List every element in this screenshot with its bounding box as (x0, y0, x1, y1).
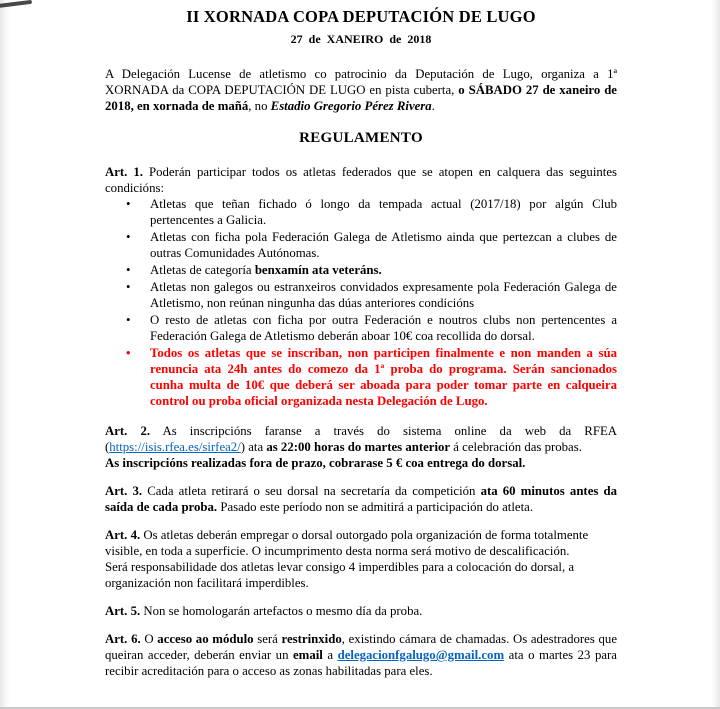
article-5-text: Non se homologarán artefactos o mesmo día da proba. (140, 604, 423, 618)
article-2 (105, 423, 617, 471)
article-3-label: Art. 3. (105, 484, 143, 498)
article-2-text-2: ) ata (240, 440, 267, 454)
article-3-text-2: Pasado este período non se admitirá a participación do atleta. (217, 500, 534, 514)
bullet-text: Atletas con ficha pola Federación Galega de Atletismo ainda que pertezcan a clubes de outras Comunidades Autónomas. (150, 230, 617, 260)
article-6 (105, 631, 617, 679)
intro-paragraph (105, 66, 617, 114)
article-1 (105, 164, 617, 196)
article-4 (105, 527, 617, 591)
intro-bold-date: o SÁBADO 27 de xaneiro de 2018, en xornada de mañá (105, 83, 617, 113)
bullet-icon: • (126, 230, 131, 244)
bullet-icon: • (126, 280, 131, 294)
list-item-1 (105, 196, 617, 228)
page-edge-right (711, 0, 720, 709)
bullet-icon: • (126, 346, 131, 360)
article-2-text-3: á celebración das probas. (450, 440, 582, 454)
intro-period: . (431, 99, 435, 113)
article-2-late-fee: As inscripcións realizadas fora de prazo, cobrarase 5 € coa entrega do dorsal. (105, 456, 526, 470)
intro-text: A Delegación Lucense de atletismo co patrocinio da Deputación de Lugo, organiza a 1ª XORNADA da COPA DEPUTACIÓN DE LUGO en pista cuberta, (105, 67, 617, 97)
article-6-text-3: , existindo cámara de chamadas. Os adestradores que queiran acceder, deberán enviar un (105, 632, 617, 662)
article-4-text-2: Será responsabilidade dos atletas levar consigo 4 imperdibles para a colocación do dorsal, a organización non facilitará imperdibles. (105, 560, 575, 590)
article-6-text-5: ata o martes 23 para recibir acreditación para o acceso as zonas habilitadas para eles. (105, 648, 617, 678)
article-5 (105, 603, 617, 619)
bullet-text: Atletas non galegos ou estranxeiros convidados expresamente pola Federación Galega de Atletismo, non reúnan ningunha das dúas anteriores condicións (150, 280, 617, 310)
bullet-text-bold: benxamín ata veteráns. (254, 263, 382, 277)
article-2-label: Art. 2. (105, 424, 151, 438)
article-6-text: O (140, 632, 158, 646)
document-content (105, 7, 617, 679)
bullet-text: O resto de atletas con ficha por outra Federación e noutros clubs non pertencentes a Federación Galega de Atletismo deberán aboar 10€ coa recollida do dorsal. (150, 313, 617, 343)
conditions-list (105, 196, 617, 409)
section-heading: REGULAMENTO (299, 130, 423, 146)
list-item-5 (105, 312, 617, 344)
article-4-text: Os atletas deberán empregar o dorsal outorgado pola organización de forma totalmente visible, en toda a superficie. O incumprimento desta norma será motivo de descalificación. (105, 528, 589, 558)
list-item-4 (105, 279, 617, 311)
list-item-3 (105, 262, 617, 278)
article-2-deadline: as 22:00 horas do martes anterior (266, 440, 451, 454)
article-6-text-4: a (322, 648, 338, 662)
article-6-text-2: será (253, 632, 282, 646)
bullet-icon: • (126, 197, 131, 211)
rfea-inscription-link[interactable]: https://isis.rfea.es/sirfea2/ (109, 440, 241, 454)
article-3 (105, 483, 617, 515)
article-4-label: Art. 4. (105, 528, 141, 542)
document-date: 27 de XANEIRO de 2018 (290, 32, 432, 46)
article-6-email-word: email (293, 648, 323, 662)
intro-text-2: , no (248, 99, 271, 113)
article-2-text: As inscripcións faranse a través do sistema online da web da RFEA ( (105, 424, 617, 454)
bullet-text: Atletas de categoría (150, 263, 255, 277)
warning-text: Todos os atletas que se inscriban, non participen finalmente e non manden a súa renuncia ata 24h antes do comezo da 1ª proba do programa. Serán sancionados cunha multa de 10€ que deberá ser aboada para poder tomar parte en calqueira control ou proba oficial organizada nesta Delegación de Lugo. (150, 346, 617, 408)
bullet-icon: • (126, 313, 131, 327)
article-3-text: Cada atleta retirará o seu dorsal na secretaría da competición (142, 484, 481, 498)
delegation-email-link[interactable]: delegacionfgalugo@gmail.com (337, 648, 505, 662)
list-item-2 (105, 229, 617, 261)
bullet-icon: • (126, 263, 131, 277)
article-6-restricted: restrinxido (281, 632, 342, 646)
page-edge-left (0, 0, 10, 709)
article-1-label: Art. 1. (105, 165, 143, 179)
intro-venue: Estadio Gregorio Pérez Rivera (270, 99, 432, 113)
article-1-text: Poderán participar todos os atletas federados que se atopen en calquera das seguintes condicións: (105, 165, 617, 195)
article-6-label: Art. 6. (105, 632, 141, 646)
article-3-deadline: ata 60 minutos antes da saída de cada proba. (105, 484, 617, 514)
article-5-label: Art. 5. (105, 604, 141, 618)
bullet-text: Atletas que teñan fichado ó longo da tempada actual (2017/18) por algún Club pertencentes a Galicia. (150, 197, 617, 227)
list-item-warning (105, 345, 617, 409)
article-6-access: acceso ao módulo (157, 632, 254, 646)
document-title: II XORNADA COPA DEPUTACIÓN DE LUGO (186, 7, 536, 26)
